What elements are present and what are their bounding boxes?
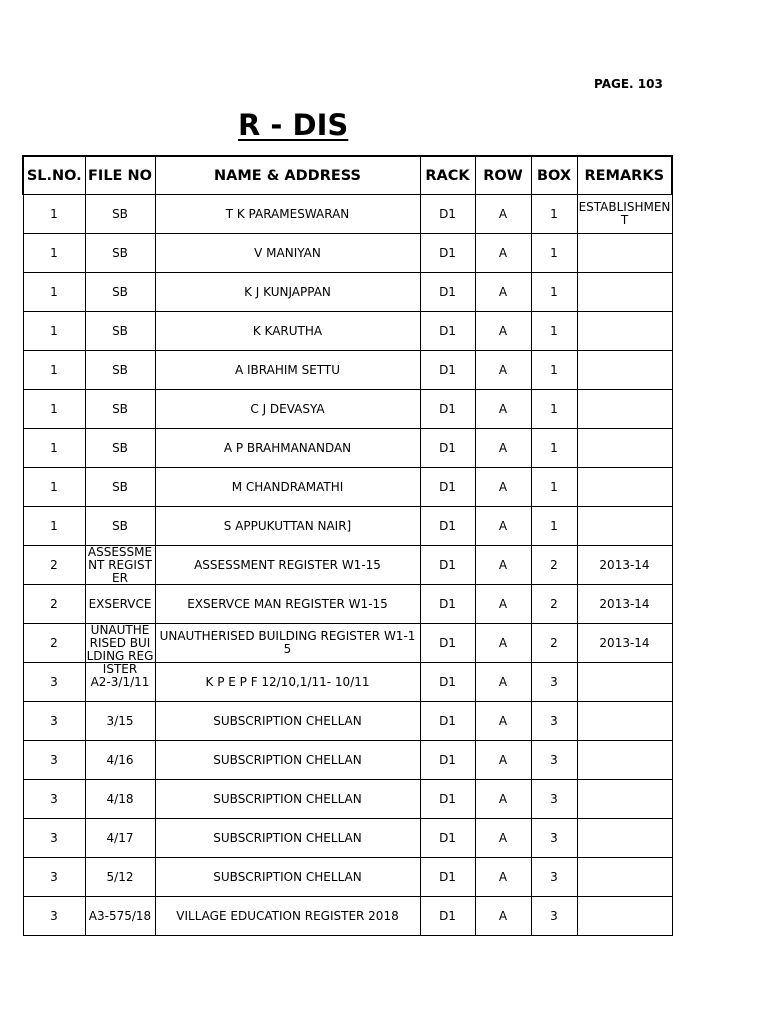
cell-file-no-text: A2-3/1/11 — [90, 674, 150, 689]
table-row — [23, 585, 672, 624]
cell-box — [531, 585, 577, 624]
cell-sl-no — [23, 390, 85, 429]
cell-row-text: A — [498, 635, 508, 650]
cell-row-text: A — [498, 869, 508, 884]
cell-name-address — [155, 663, 420, 702]
table-row — [23, 351, 672, 390]
cell-box-text: 1 — [550, 245, 558, 260]
cell-name-address-text: T K PARAMESWARAN — [225, 206, 350, 221]
cell-box — [531, 312, 577, 351]
cell-sl-no-text: 1 — [50, 206, 58, 221]
cell-row-text: A — [498, 401, 508, 416]
cell-name-address-text: UNAUTHERISED BUILDING REGISTER W1-15 — [159, 629, 416, 656]
cell-sl-no — [23, 780, 85, 819]
cell-name-address — [155, 468, 420, 507]
cell-sl-no-text: 1 — [50, 323, 58, 338]
cell-box-text: 1 — [550, 440, 558, 455]
cell-file-no — [85, 468, 155, 507]
cell-box — [531, 624, 577, 663]
cell-rack-text: D1 — [439, 440, 456, 455]
cell-sl-no-text: 1 — [50, 362, 58, 377]
cell-rack — [420, 702, 475, 741]
table-row — [23, 546, 672, 585]
cell-box — [531, 819, 577, 858]
cell-rack-text: D1 — [439, 596, 456, 611]
cell-file-no — [85, 780, 155, 819]
cell-name-address-text: EXSERVCE MAN REGISTER W1-15 — [187, 596, 388, 611]
cell-name-address-text: SUBSCRIPTION CHELLAN — [213, 830, 362, 845]
cell-row — [475, 312, 531, 351]
cell-file-no — [85, 195, 155, 234]
cell-rack — [420, 273, 475, 312]
cell-rack-text: D1 — [439, 206, 456, 221]
cell-box-text: 3 — [550, 869, 558, 884]
cell-row-text: A — [498, 713, 508, 728]
cell-row — [475, 234, 531, 273]
cell-file-no-text: 4/17 — [106, 830, 134, 845]
cell-remarks — [577, 273, 672, 312]
cell-name-address-text: A IBRAHIM SETTU — [234, 362, 341, 377]
table-row — [23, 312, 672, 351]
cell-sl-no-text: 2 — [50, 557, 58, 572]
cell-file-no-text: SB — [112, 362, 128, 377]
cell-sl-no — [23, 741, 85, 780]
cell-rack-text: D1 — [439, 362, 456, 377]
cell-remarks — [577, 507, 672, 546]
cell-remarks — [577, 897, 672, 936]
cell-name-address-text: S APPUKUTTAN NAIR] — [223, 518, 352, 533]
cell-name-address-text: ASSESSMENT REGISTER W1-15 — [194, 557, 381, 572]
cell-row — [475, 273, 531, 312]
cell-file-no — [85, 546, 155, 585]
cell-sl-no-text: 2 — [50, 596, 58, 611]
cell-row-text: A — [498, 440, 508, 455]
cell-row-text: A — [498, 206, 508, 221]
cell-rack-text: D1 — [439, 323, 456, 338]
cell-row — [475, 663, 531, 702]
cell-sl-no — [23, 273, 85, 312]
cell-box — [531, 468, 577, 507]
page-title: R - DIS — [238, 108, 349, 142]
cell-sl-no-text: 3 — [50, 908, 58, 923]
cell-rack-text: D1 — [439, 674, 456, 689]
cell-row — [475, 897, 531, 936]
cell-box-text: 1 — [550, 518, 558, 533]
cell-rack — [420, 819, 475, 858]
cell-sl-no — [23, 897, 85, 936]
cell-name-address — [155, 195, 420, 234]
cell-rack — [420, 429, 475, 468]
cell-rack — [420, 351, 475, 390]
cell-box — [531, 273, 577, 312]
cell-box — [531, 663, 577, 702]
cell-sl-no-text: 3 — [50, 674, 58, 689]
cell-rack — [420, 234, 475, 273]
cell-rack — [420, 546, 475, 585]
cell-box-text: 2 — [550, 557, 558, 572]
cell-file-no-text: A3-575/18 — [88, 908, 152, 923]
cell-box-text: 1 — [550, 323, 558, 338]
cell-box-text: 3 — [550, 752, 558, 767]
cell-name-address-text: M CHANDRAMATHI — [231, 479, 344, 494]
cell-remarks — [577, 741, 672, 780]
cell-rack-text: D1 — [439, 869, 456, 884]
cell-box-text: 3 — [550, 713, 558, 728]
cell-box — [531, 429, 577, 468]
cell-name-address-text: K P E P F 12/10,1/11- 10/11 — [205, 674, 370, 689]
cell-file-no — [85, 507, 155, 546]
cell-sl-no — [23, 507, 85, 546]
cell-box-text: 3 — [550, 830, 558, 845]
cell-box — [531, 780, 577, 819]
table-row — [23, 273, 672, 312]
cell-file-no-text: SB — [112, 518, 128, 533]
cell-sl-no — [23, 819, 85, 858]
cell-box-text: 3 — [550, 674, 558, 689]
cell-box-text: 2 — [550, 596, 558, 611]
table-body — [23, 195, 672, 936]
table-row — [23, 468, 672, 507]
cell-file-no — [85, 858, 155, 897]
cell-sl-no-text: 3 — [50, 830, 58, 845]
cell-name-address — [155, 351, 420, 390]
table-header-row — [23, 156, 672, 195]
cell-row-text: A — [498, 284, 508, 299]
cell-remarks — [577, 351, 672, 390]
cell-file-no-text: SB — [112, 323, 128, 338]
cell-file-no-text: ASSESSMENT REGISTER — [87, 545, 153, 585]
cell-name-address-text: K KARUTHA — [252, 323, 323, 338]
cell-file-no-text: 5/12 — [106, 869, 134, 884]
cell-rack — [420, 390, 475, 429]
table-row — [23, 780, 672, 819]
cell-sl-no — [23, 663, 85, 702]
table-row — [23, 741, 672, 780]
cell-rack — [420, 195, 475, 234]
cell-sl-no — [23, 195, 85, 234]
cell-row — [475, 585, 531, 624]
cell-file-no — [85, 819, 155, 858]
cell-row — [475, 429, 531, 468]
cell-row-text: A — [498, 908, 508, 923]
cell-name-address-text: V MANIYAN — [254, 245, 321, 260]
cell-sl-no-text: 1 — [50, 479, 58, 494]
cell-name-address — [155, 585, 420, 624]
cell-sl-no — [23, 702, 85, 741]
cell-row — [475, 546, 531, 585]
col-header-sl-no: SL.NO. — [23, 156, 85, 195]
cell-sl-no-text: 1 — [50, 284, 58, 299]
cell-rack-text: D1 — [439, 245, 456, 260]
cell-name-address — [155, 234, 420, 273]
cell-box-text: 1 — [550, 479, 558, 494]
cell-remarks — [577, 585, 672, 624]
cell-remarks-text: 2013-14 — [599, 557, 650, 572]
cell-rack — [420, 780, 475, 819]
cell-row — [475, 390, 531, 429]
cell-row — [475, 702, 531, 741]
cell-file-no-text: UNAUTHERISED BUILDING REGISTER — [86, 623, 154, 676]
cell-box-text: 3 — [550, 908, 558, 923]
cell-file-no — [85, 234, 155, 273]
cell-sl-no-text: 1 — [50, 518, 58, 533]
cell-file-no — [85, 741, 155, 780]
col-header-box: BOX — [531, 156, 577, 195]
cell-rack-text: D1 — [439, 284, 456, 299]
cell-sl-no-text: 2 — [50, 635, 58, 650]
table-row — [23, 819, 672, 858]
cell-sl-no — [23, 468, 85, 507]
cell-row — [475, 507, 531, 546]
col-header-rack: RACK — [420, 156, 475, 195]
cell-name-address — [155, 273, 420, 312]
cell-file-no — [85, 702, 155, 741]
cell-name-address — [155, 429, 420, 468]
cell-box — [531, 195, 577, 234]
cell-file-no — [85, 585, 155, 624]
cell-rack-text: D1 — [439, 908, 456, 923]
cell-sl-no-text: 1 — [50, 401, 58, 416]
cell-file-no-text: SB — [112, 479, 128, 494]
cell-file-no — [85, 623, 155, 676]
cell-file-no-text: SB — [112, 245, 128, 260]
cell-row-text: A — [498, 830, 508, 845]
cell-row-text: A — [498, 245, 508, 260]
cell-rack-text: D1 — [439, 479, 456, 494]
cell-remarks — [577, 468, 672, 507]
cell-remarks-text: 2013-14 — [599, 596, 650, 611]
cell-rack — [420, 624, 475, 663]
table-row — [23, 624, 672, 663]
cell-file-no — [85, 351, 155, 390]
cell-sl-no — [23, 429, 85, 468]
cell-remarks — [577, 780, 672, 819]
file-register-table — [22, 155, 673, 936]
cell-row-text: A — [498, 323, 508, 338]
cell-file-no-text: 4/18 — [106, 791, 134, 806]
cell-row-text: A — [498, 752, 508, 767]
cell-remarks — [577, 819, 672, 858]
col-header-name-address: NAME & ADDRESS — [155, 156, 420, 195]
cell-sl-no — [23, 312, 85, 351]
cell-name-address — [155, 507, 420, 546]
table-row — [23, 429, 672, 468]
cell-file-no-text: SB — [112, 440, 128, 455]
cell-remarks — [577, 390, 672, 429]
cell-box-text: 1 — [550, 284, 558, 299]
cell-file-no-text: 3/15 — [106, 713, 134, 728]
cell-rack-text: D1 — [439, 713, 456, 728]
cell-box — [531, 741, 577, 780]
cell-file-no-text: 4/16 — [106, 752, 134, 767]
cell-rack — [420, 312, 475, 351]
cell-name-address — [155, 897, 420, 936]
cell-remarks — [577, 858, 672, 897]
col-header-remarks: REMARKS — [577, 156, 672, 195]
col-header-row: ROW — [475, 156, 531, 195]
cell-name-address — [155, 546, 420, 585]
cell-name-address — [155, 741, 420, 780]
cell-file-no-text: EXSERVCE — [88, 596, 152, 611]
cell-row-text: A — [498, 479, 508, 494]
col-header-file-no: FILE NO — [85, 156, 155, 195]
cell-box-text: 2 — [550, 635, 558, 650]
cell-row-text: A — [498, 557, 508, 572]
cell-box — [531, 897, 577, 936]
cell-file-no — [85, 273, 155, 312]
cell-box-text: 3 — [550, 791, 558, 806]
cell-remarks — [577, 702, 672, 741]
cell-file-no — [85, 429, 155, 468]
cell-remarks — [577, 663, 672, 702]
cell-box — [531, 390, 577, 429]
cell-sl-no — [23, 624, 85, 663]
cell-name-address — [155, 780, 420, 819]
cell-file-no — [85, 390, 155, 429]
table-row — [23, 234, 672, 273]
cell-box-text: 1 — [550, 401, 558, 416]
cell-sl-no-text: 3 — [50, 713, 58, 728]
cell-sl-no-text: 1 — [50, 245, 58, 260]
cell-box — [531, 234, 577, 273]
cell-row — [475, 741, 531, 780]
cell-sl-no-text: 3 — [50, 869, 58, 884]
cell-file-no — [85, 897, 155, 936]
cell-row — [475, 351, 531, 390]
cell-row — [475, 858, 531, 897]
cell-box-text: 1 — [550, 362, 558, 377]
cell-rack-text: D1 — [439, 518, 456, 533]
cell-sl-no-text: 3 — [50, 752, 58, 767]
cell-row — [475, 468, 531, 507]
cell-row-text: A — [498, 674, 508, 689]
cell-name-address — [155, 390, 420, 429]
cell-sl-no — [23, 351, 85, 390]
cell-box — [531, 507, 577, 546]
cell-name-address-text: SUBSCRIPTION CHELLAN — [213, 752, 362, 767]
cell-name-address — [155, 819, 420, 858]
cell-name-address-text: SUBSCRIPTION CHELLAN — [213, 869, 362, 884]
cell-file-no-text: SB — [112, 284, 128, 299]
cell-remarks — [577, 234, 672, 273]
cell-rack-text: D1 — [439, 401, 456, 416]
cell-rack-text: D1 — [439, 557, 456, 572]
cell-sl-no — [23, 585, 85, 624]
table-row — [23, 858, 672, 897]
cell-remarks — [577, 195, 672, 234]
cell-box-text: 1 — [550, 206, 558, 221]
cell-remarks — [577, 312, 672, 351]
cell-name-address-text: A P BRAHMANANDAN — [223, 440, 352, 455]
cell-remarks-text: ESTABLISHMENT — [578, 200, 671, 227]
cell-rack — [420, 858, 475, 897]
cell-name-address-text: VILLAGE EDUCATION REGISTER 2018 — [176, 908, 399, 923]
cell-name-address — [155, 702, 420, 741]
cell-sl-no — [23, 858, 85, 897]
table-row — [23, 702, 672, 741]
cell-rack — [420, 585, 475, 624]
cell-file-no-text: SB — [112, 206, 128, 221]
cell-name-address-text: SUBSCRIPTION CHELLAN — [213, 791, 362, 806]
cell-name-address-text: C J DEVASYA — [250, 401, 325, 416]
cell-row — [475, 624, 531, 663]
cell-row — [475, 195, 531, 234]
cell-name-address — [155, 624, 420, 663]
cell-row — [475, 780, 531, 819]
cell-name-address-text: K J KUNJAPPAN — [244, 284, 331, 299]
cell-rack-text: D1 — [439, 635, 456, 650]
cell-rack — [420, 741, 475, 780]
cell-row-text: A — [498, 791, 508, 806]
cell-box — [531, 858, 577, 897]
page-number: PAGE. 103 — [594, 77, 663, 91]
cell-name-address-text: SUBSCRIPTION CHELLAN — [213, 713, 362, 728]
cell-rack-text: D1 — [439, 791, 456, 806]
cell-box — [531, 702, 577, 741]
cell-rack — [420, 897, 475, 936]
cell-row-text: A — [498, 362, 508, 377]
table-row — [23, 195, 672, 234]
cell-row — [475, 819, 531, 858]
cell-remarks — [577, 429, 672, 468]
cell-remarks-text: 2013-14 — [599, 635, 650, 650]
cell-sl-no-text: 3 — [50, 791, 58, 806]
cell-file-no-text: SB — [112, 401, 128, 416]
cell-sl-no — [23, 234, 85, 273]
cell-sl-no — [23, 546, 85, 585]
table-row — [23, 507, 672, 546]
cell-box — [531, 351, 577, 390]
cell-file-no — [85, 312, 155, 351]
cell-remarks — [577, 624, 672, 663]
cell-rack — [420, 507, 475, 546]
cell-row-text: A — [498, 596, 508, 611]
cell-remarks — [577, 546, 672, 585]
cell-rack-text: D1 — [439, 752, 456, 767]
cell-rack — [420, 663, 475, 702]
cell-row-text: A — [498, 518, 508, 533]
table-row — [23, 390, 672, 429]
cell-rack-text: D1 — [439, 830, 456, 845]
cell-name-address — [155, 312, 420, 351]
cell-name-address — [155, 858, 420, 897]
table-row — [23, 897, 672, 936]
cell-sl-no-text: 1 — [50, 440, 58, 455]
cell-box — [531, 546, 577, 585]
cell-rack — [420, 468, 475, 507]
